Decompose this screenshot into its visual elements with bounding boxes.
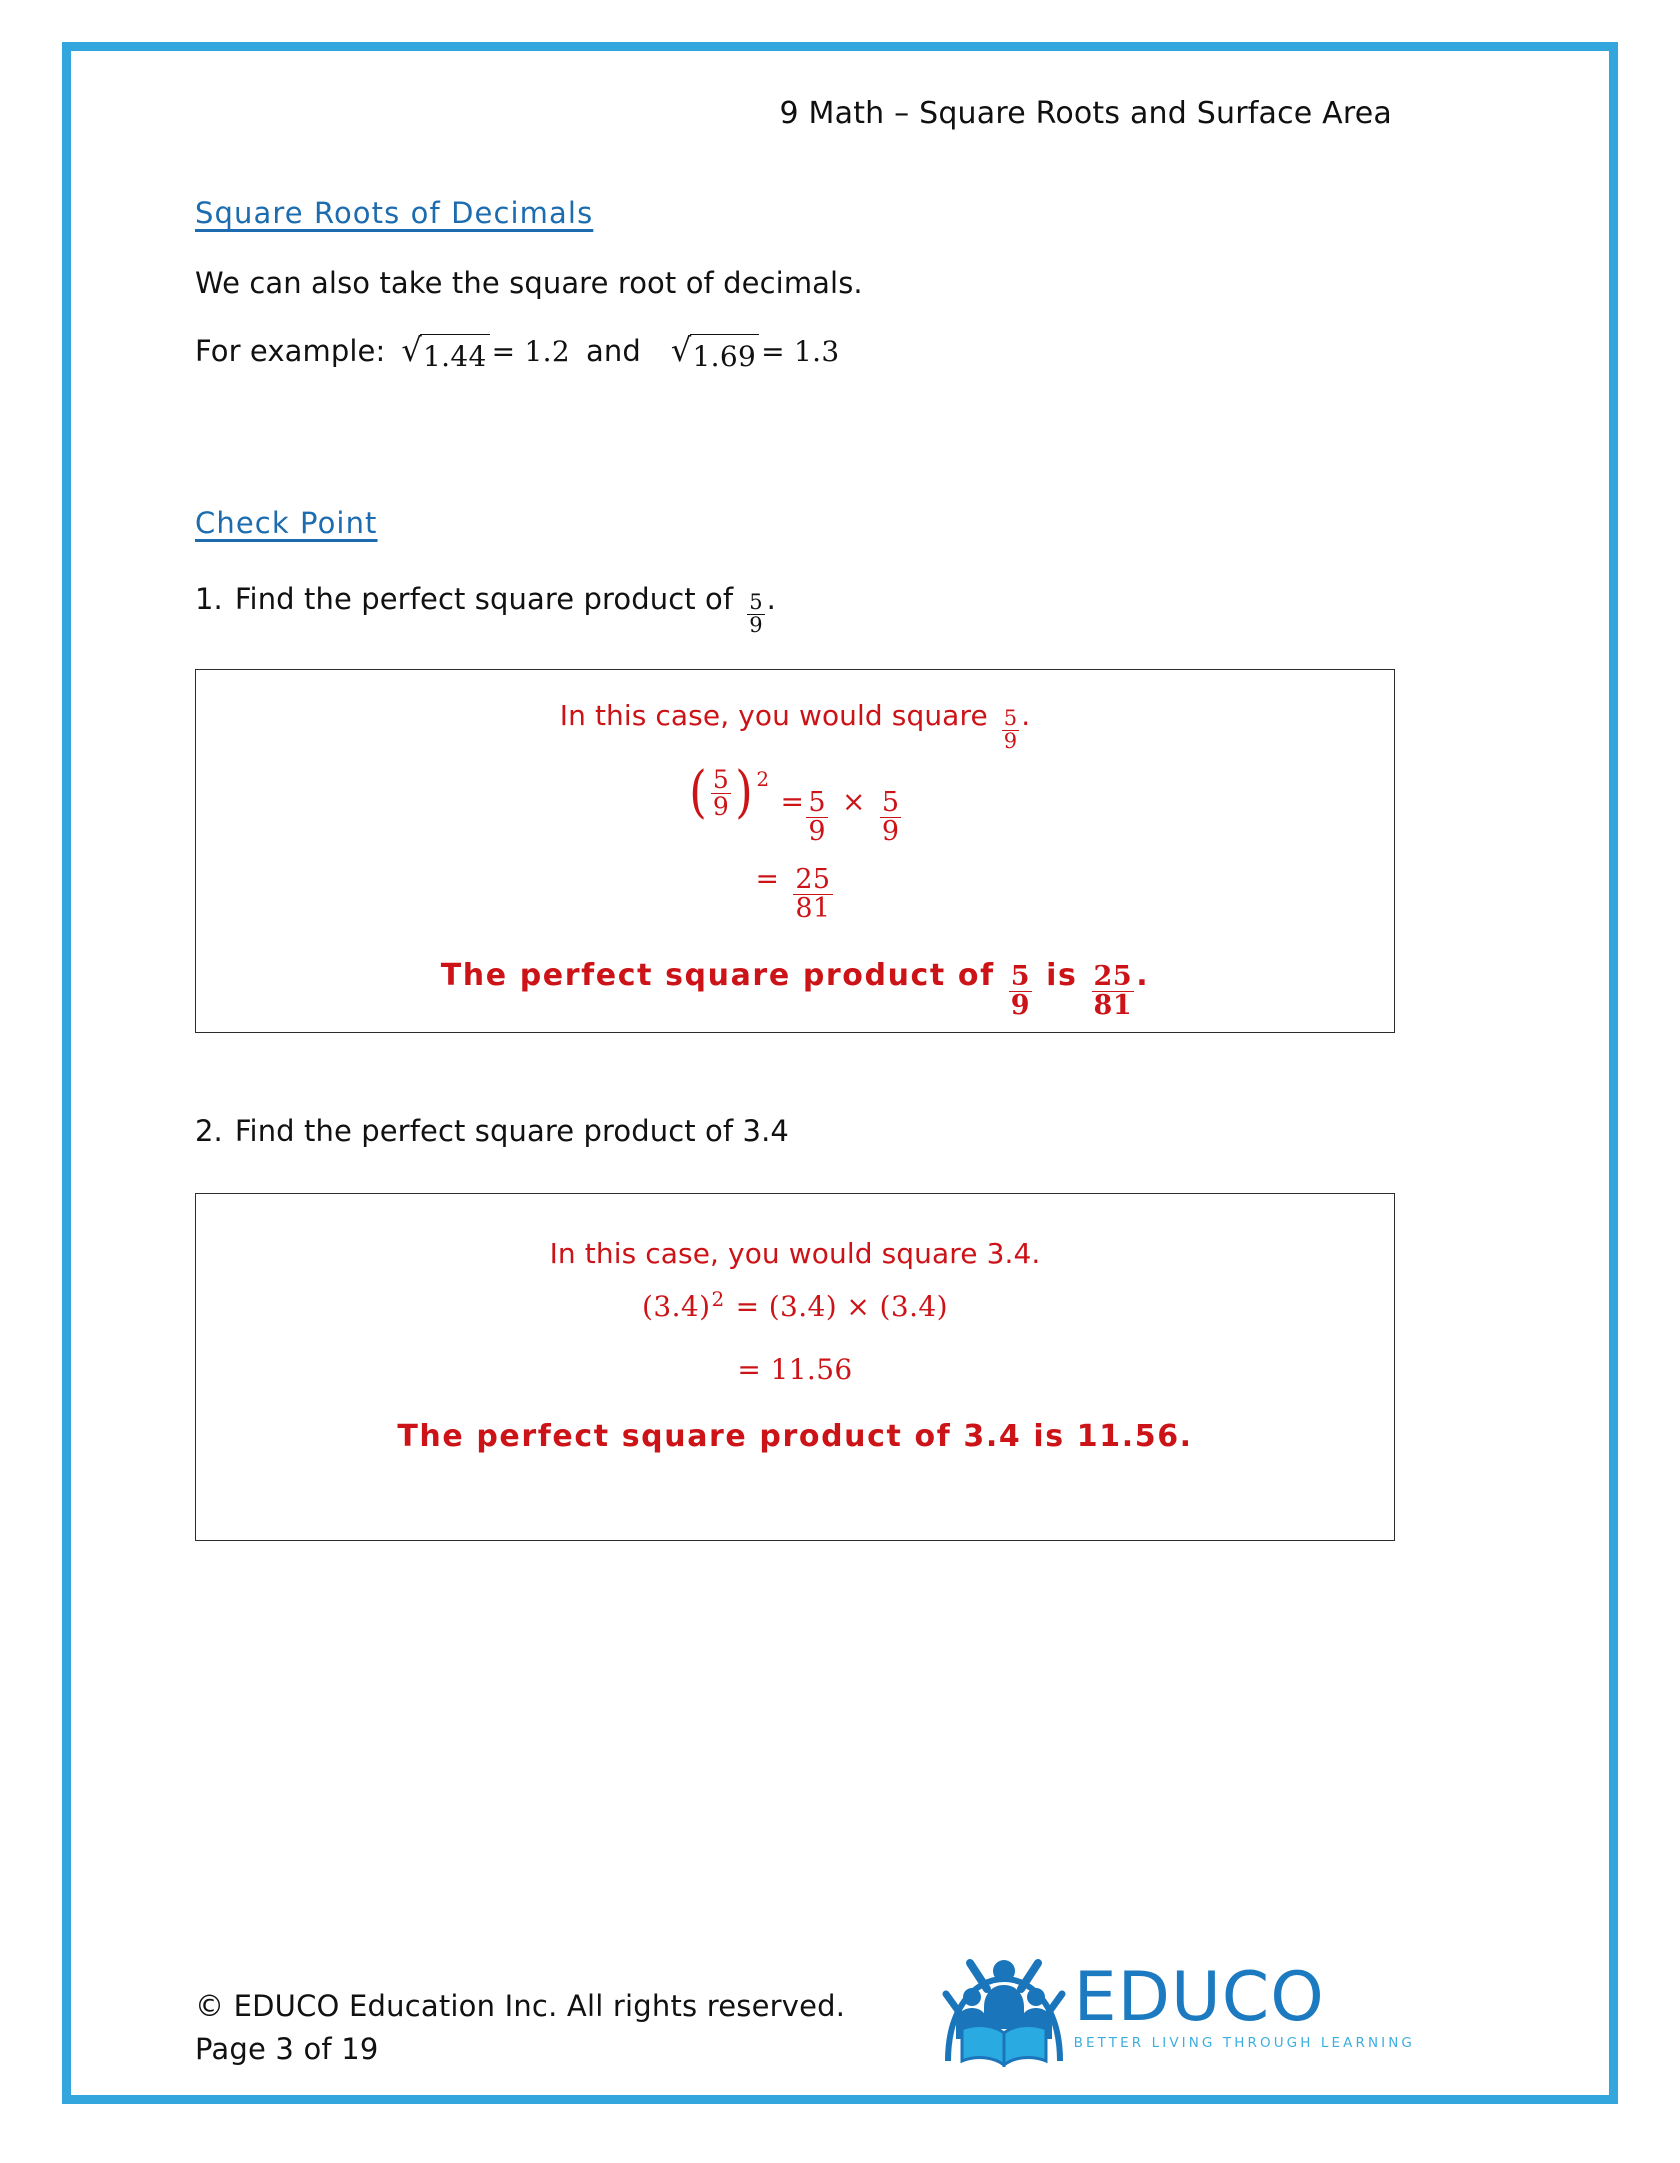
fraction-numerator: 25 [1093,960,1133,992]
fraction-denominator: 81 [795,893,831,925]
fraction-numerator: 5 [712,764,730,794]
copyright-line: © EDUCO Education Inc. All rights reserved. [195,1989,846,2023]
example-equals-1: = 1.2 [491,335,570,368]
answer-1-step-1 [196,759,1394,848]
question-1-text: Find the perfect square product of [234,582,734,616]
example-line [195,331,1400,377]
running-header: 9 Math – Square Roots and Surface Area [779,96,1392,131]
spacer [196,939,1394,955]
radicand-1: 1.44 [420,334,490,377]
radicand-2: 1.69 [690,334,760,377]
example-conjunction: and [585,334,641,368]
exponent: 2 [711,1286,725,1311]
spacer [196,1402,1394,1416]
educo-logo-wordmark [1073,1958,1415,2051]
sqrt-expression-1 [401,331,489,377]
example-equals-2: = 1.3 [761,335,840,368]
spacer [196,1274,1394,1290]
question-1-fraction [747,592,764,637]
answer-1-line-1-prefix: In this case, you would square [559,698,988,732]
answer-2-step-1 [196,1286,1394,1323]
answer-1-line-1-suffix: . [1021,698,1031,732]
answer-2-base: (3.4) [642,1289,711,1323]
spacer [196,753,1394,767]
spacer [196,923,1394,939]
answer-1-line-1 [196,696,1394,753]
educo-tagline: BETTER LIVING THROUGH LEARNING [1073,2035,1415,2051]
page-number-line: Page 3 of 19 [195,2032,379,2066]
fraction-numerator: 5 [881,786,900,818]
conclusion-result-fraction [1092,960,1135,1022]
example-prefix: For example: [195,334,386,368]
spacer [196,1339,1394,1353]
conclusion-suffix: . [1136,957,1150,993]
fraction-numerator: 5 [808,786,826,818]
answer-2-step-1-rest: = (3.4) × (3.4) [735,1289,948,1323]
squared-fraction-group [687,759,770,825]
educo-logo-mark-icon [942,1949,1066,2067]
fraction-numerator: 5 [749,590,763,614]
spacer [195,1033,1400,1111]
fraction-denominator: 9 [808,816,826,848]
fraction-numerator: 5 [1010,960,1031,992]
question-2 [195,1111,1400,1151]
result-fraction [793,863,832,925]
page-footer [195,1949,1425,2071]
radical-sign-icon: √ [401,331,423,369]
answer-2-conclusion: The perfect square product of 3.4 is 11.56. [397,1418,1193,1454]
multiplication-sign: × [841,784,866,818]
exponent: 2 [756,767,770,792]
page-content [195,95,1400,1541]
answer-1-line-1-fraction [1002,705,1019,754]
answer-box-question-1 [195,669,1395,1033]
factor-2-fraction [880,786,902,848]
section-heading-square-roots-of-decimals: Square Roots of Decimals [195,196,594,230]
answer-1-conclusion [196,955,1394,1020]
fraction-denominator: 9 [1010,990,1031,1022]
equals-sign: = [780,784,805,818]
answer-box-question-2 [195,1193,1395,1541]
fraction-denominator: 9 [749,613,763,638]
radical-sign-icon: √ [670,331,692,369]
conclusion-middle: is [1046,957,1078,993]
fraction-numerator: 25 [795,863,831,895]
fraction-denominator: 9 [1003,729,1018,754]
intro-paragraph: We can also take the square root of decimals. [195,266,863,300]
question-1-period: . [766,582,776,616]
equals-sign: = [755,861,780,895]
question-2-text: Find the perfect square product of 3.4 [234,1113,789,1148]
question-1 [195,579,1400,637]
answer-1-step-2 [196,862,1394,923]
right-paren: ) [735,759,754,825]
educo-logo [942,1949,1415,2067]
educo-wordmark-text: EDUCO [1073,1958,1325,2037]
base-fraction [711,764,731,822]
question-2-number: 2. [195,1113,223,1148]
question-1-number: 1. [195,582,223,616]
fraction-denominator: 9 [712,792,730,822]
spacer [196,846,1394,862]
spacer [196,1323,1394,1339]
fraction-denominator: 81 [1093,990,1133,1022]
left-paren: ( [688,759,707,825]
answer-2-step-2: = 11.56 [737,1352,853,1386]
fraction-denominator: 9 [881,816,900,848]
fraction-numerator: 5 [1003,705,1018,730]
footer-text-block [195,1985,845,2071]
spacer [196,1386,1394,1402]
section-heading-check-point: Check Point [195,506,378,540]
conclusion-value-fraction [1009,960,1032,1022]
factor-1-fraction [806,786,828,848]
answer-2-line-1: In this case, you would square 3.4. [549,1236,1041,1270]
conclusion-prefix: The perfect square product of [440,957,995,993]
sqrt-expression-2 [670,331,759,377]
